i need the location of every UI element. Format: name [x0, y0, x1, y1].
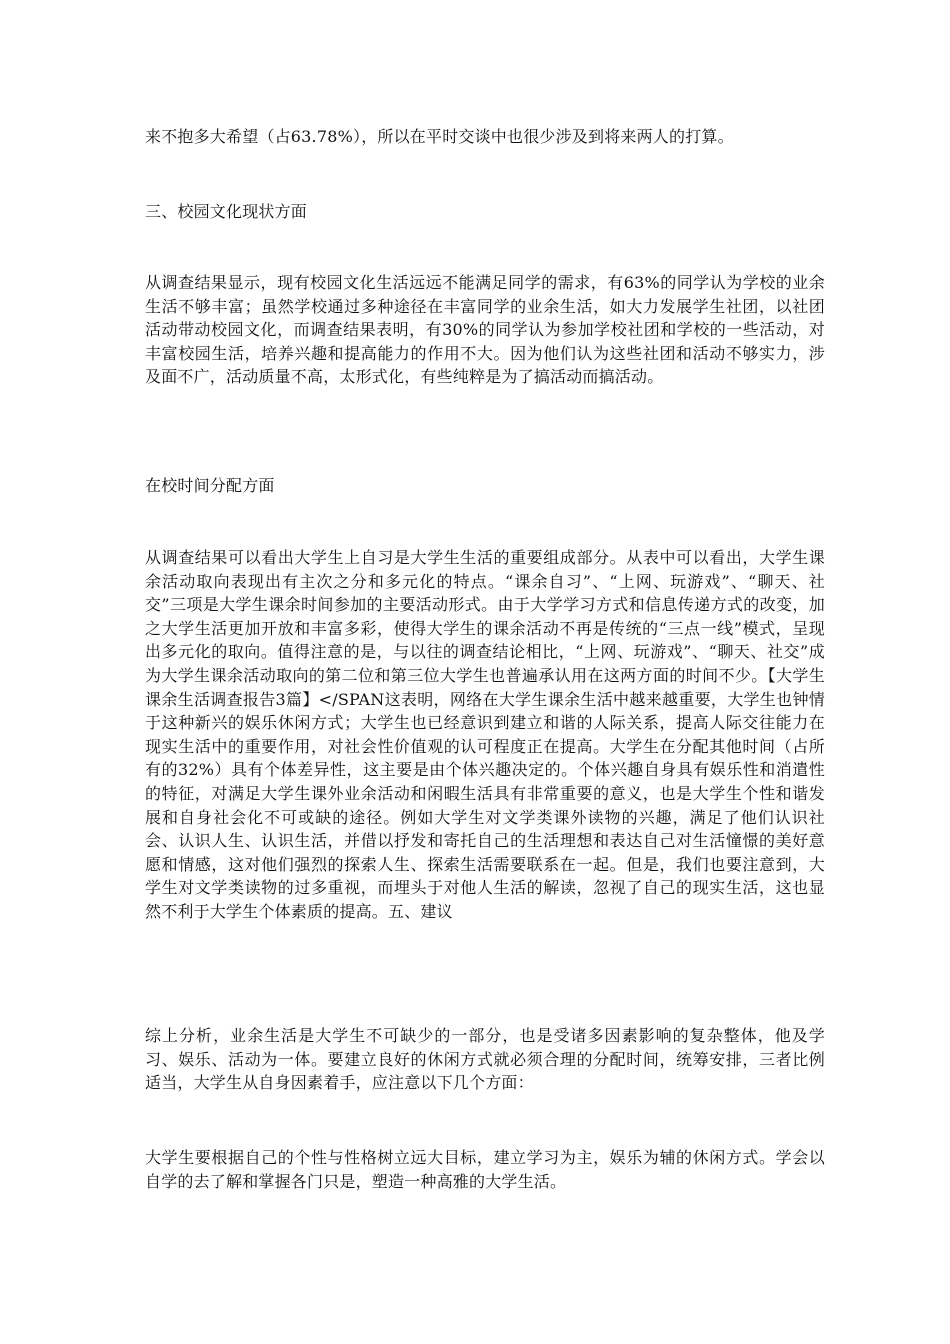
heading-time-allocation: 在校时间分配方面 — [145, 476, 275, 495]
heading-campus-culture: 三、校园文化现状方面 — [145, 202, 308, 221]
paragraph-campus-culture: 从调查结果显示，现有校园文化生活远远不能满足同学的需求，有63%的同学认为学校的业余生活不够丰富；虽然学校通过多种途径在丰富同学的业余生活，如大力发展学生社团，以社团活动带动校园文化，而调查结果表明，有30%的同学认为参加学校社团和学校的一些活动，对丰富校园生活，培养兴趣和提高能力的作用不大。因为他们认为这些社团和活动不够实力，涉及面不广，活动质量不高，太形式化，有些纯粹是为了搞活动而搞活动。 — [145, 273, 825, 387]
document-page — [145, 0, 825, 1344]
paragraph-summary: 综上分析，业余生活是大学生不可缺少的一部分，也是受诸多因素影响的复杂整体，他及学习、娱乐、活动为一体。要建立良好的休闲方式就必须合理的分配时间，统筹安排，三者比例适当，大学生从自身因素着手，应注意以下几个方面： — [145, 1026, 825, 1093]
paragraph-goals: 大学生要根据自己的个性与性格树立远大目标，建立学习为主，娱乐为辅的休闲方式。学会以自学的去了解和掌握各门只是，塑造一种高雅的大学生活。 — [145, 1148, 825, 1191]
paragraph-aspiration-tail: 来不抱多大希望（占63.78%），所以在平时交谈中也很少涉及到将来两人的打算。 — [145, 127, 734, 146]
paragraph-time-allocation: 从调查结果可以看出大学生上自习是大学生生活的重要组成部分。从表中可以看出，大学生课余活动取向表现出有主次之分和多元化的特点。“课余自习”、“上网、玩游戏”、“聊天、社交”三项是大学生课余时间参加的主要活动形式。由于大学学习方式和信息传递方式的改变，加之大学生活更加开放和丰富多彩，使得大学生的课余活动不再是传统的“三点一线”模式，呈现出多元化的取向。值得注意的是，与以往的调查结论相比，“上网、玩游戏”、“聊天、社交”成为大学生课余活动取向的第二位和第三位大学生也普遍承认用在这两方面的时间不少。【大学生课余生活调查报告3篇】</SPAN这表明，网络在大学生课余生活中越来越重要，大学生也钟情于这种新兴的娱乐休闲方式；大学生也已经意识到建立和谐的人际关系，提高人际交往能力在现实生活中的重要作用，对社会性价值观的认可程度正在提高。大学生在分配其他时间（占所有的32%）具有个体差异性，这主要是由个体兴趣决定的。个体兴趣自身具有娱乐性和消遣性的特征，对满足大学生课外业余活动和闲暇生活具有非常重要的意义，也是大学生个性和谐发展和自身社会化不可或缺的途径。例如大学生对文学类课外读物的兴趣，满足了他们认识社会、认识人生、认识生活，并借以抒发和寄托自己的生活理想和表达自己对生活憧憬的美好意愿和情感，这对他们强烈的探索人生、探索生活需要联系在一起。但是，我们也要注意到，大学生对文学类读物的过多重视，而埋头于对他人生活的解读，忽视了自己的现实生活，这也显然不利于大学生个体素质的提高。五、建议 — [145, 548, 825, 921]
